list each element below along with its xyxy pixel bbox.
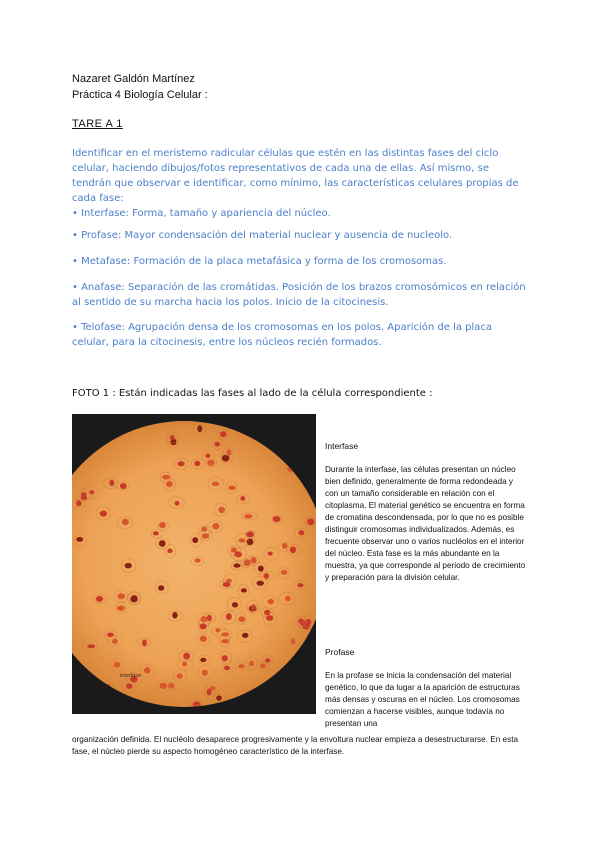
cell-outline [72,681,84,694]
cell-nucleus [162,475,170,480]
cell-nucleus [224,666,230,671]
cell-outline [103,687,116,696]
cell-nucleus [267,552,272,556]
cell-nucleus [182,662,187,667]
cell-nucleus [202,670,208,676]
cell-outline [299,419,310,432]
profase-continuation: organización definida. El nucléolo desaparece progresivamente y la envoltura nuclear empieza a desestructurarse. En esta fase, el núcleo pierde su aspecto homogéneo característico de la interfase. [72,735,519,756]
cell-nucleus [153,531,159,535]
cell-nucleus [241,588,247,592]
cell-nucleus [107,633,114,637]
cell-nucleus [87,644,95,648]
cell-nucleus [167,549,172,554]
cell-nucleus [226,449,231,455]
cell-nucleus [199,623,206,629]
cell-nucleus [289,667,297,674]
cell-nucleus [246,531,254,537]
cell-nucleus [107,690,115,694]
cell-nucleus [298,618,303,623]
cell-nucleus [194,461,200,467]
cell-nucleus [159,683,167,689]
cell-nucleus [212,523,219,529]
cell-nucleus [214,442,220,447]
cell-outline [280,666,296,680]
cell-outline [296,427,307,436]
cell-nucleus [207,689,212,696]
cell-nucleus [207,460,215,466]
task-instructions [72,146,528,221]
cell-nucleus [267,599,274,604]
cell-nucleus [285,596,291,601]
cell-nucleus [96,596,103,602]
cell-nucleus [188,414,196,416]
cell-nucleus [81,492,87,497]
cell-nucleus [117,605,125,610]
cell-outline [184,414,199,421]
cell-nucleus [232,602,238,607]
cell-nucleus [109,480,114,486]
cell-nucleus [142,639,147,646]
cell-nucleus [221,639,229,643]
cell-nucleus [238,664,245,668]
cell-nucleus [177,673,183,678]
cell-nucleus [297,583,303,587]
cell-nucleus [117,593,125,599]
cell-nucleus [72,424,78,430]
cell-nucleus [106,690,111,694]
cell-nucleus [266,615,273,621]
cell-nucleus [220,431,227,437]
cell-outline [269,428,283,441]
cell-nucleus [283,443,288,450]
cell-nucleus [244,514,252,519]
profase-title: Profase [325,647,355,657]
cell-nucleus [76,537,83,542]
cell-nucleus [121,424,129,428]
cell-nucleus [290,546,296,553]
microscope-photo [72,414,316,714]
cell-outline [224,419,240,428]
interfase-title: Interfase [325,441,359,451]
cell-nucleus [202,533,210,538]
cell-nucleus [226,613,232,620]
cell-nucleus [200,636,207,642]
cell-nucleus [244,559,251,566]
cell-outline [91,422,102,433]
cell-nucleus [264,573,270,579]
cell-outline [271,441,282,453]
cell-nucleus [257,581,264,586]
cell-nucleus [242,633,249,638]
cell-nucleus [282,543,288,549]
cell-nucleus [104,684,111,688]
cell-nucleus [238,538,245,542]
cell-nucleus [299,530,305,535]
cell-outline [75,704,88,714]
microscope-image [72,414,316,714]
cell-nucleus [192,537,198,543]
cell-outline [118,420,131,432]
cell-outline [288,665,299,677]
profase-section [325,646,528,730]
cell-nucleus [194,558,200,562]
interfase-description: Durante la interfase, las células presentan un núcleo bien definido, generalmente de forma redondeada y con un tamaño considerable en relación con el citoplasma. El material genético se encuentra en forma de cromatina descondensada, por lo que no es posible distinguir cromosomas individualizados. Además, es frecuente observar uno o varios nucléolos en el interior del núcleo. Esta fase es la más abundante en la muestra, ya que corresponde al periodo de crecimiento y preparación para la división celular. [325,465,526,582]
cell-nucleus [228,485,236,490]
cell-nucleus [120,483,127,489]
cell-outline [102,687,118,699]
cell-nucleus [281,570,288,575]
cell-nucleus [175,501,180,506]
profase-description: En la profase se inicia la condensación del material genético, lo que da lugar a la aparición de estructuras más densas y oscuras en el núcleo. Los cromosomas comienzan a hacerse visibles, aunque todavía no presentan una [325,671,520,728]
cell-nucleus [291,639,296,645]
cell-nucleus [249,661,254,667]
cell-nucleus [273,516,281,522]
cell-nucleus [170,435,175,440]
cell-nucleus [302,423,307,429]
cell-nucleus [182,414,187,417]
interfase-section [325,440,528,584]
cell-nucleus [287,466,294,472]
cell-nucleus [72,687,75,693]
cell-nucleus [177,461,184,466]
cell-outline [279,443,294,451]
cell-nucleus [258,566,264,572]
cell-nucleus [78,706,85,712]
cell-nucleus [238,616,245,622]
task-heading: TARE A 1 [72,118,123,130]
cell-nucleus [125,563,132,568]
photo-title: FOTO 1 : Están indicadas las fases al lado de la célula correspondiente : [72,388,433,399]
cell-nucleus [307,634,314,640]
phase-telofase-item: • Telofase: Agrupación densa de los cromosomas en los polos. Aparición de la placa celular, para la citocinesis, entre los núcleos recién formados. [72,322,493,348]
cell-nucleus [207,615,212,621]
cell-nucleus [228,421,235,427]
cell-nucleus [272,431,278,437]
cell-outline [72,686,78,695]
cell-nucleus [218,507,225,513]
cell-nucleus [240,496,245,501]
cell-nucleus [231,548,237,553]
cell-outline [287,665,301,675]
cell-nucleus [265,442,273,448]
practice-title: Práctica 4 Biología Celular : [72,89,208,101]
cell-nucleus [159,522,166,528]
phase-interfase-item: • Interfase: Forma, tamaño y apariencia del núcleo. [72,208,331,219]
cell-nucleus [212,482,220,486]
cell-nucleus [122,519,129,525]
cell-nucleus [94,426,99,430]
cell-nucleus [197,425,202,432]
cell-nucleus [298,429,303,433]
instructions-text: Identificar en el meristemo radicular células que estén en las distintas fases del ciclo celular, haciendo dibujos/fotos representativos de cada una de ellas. Así mismo, se tendrán que observar e identificar, como mínimo, las características celulares propias de cada fase: [72,148,519,204]
photo-label-interfase: interfase [120,673,142,679]
cell-nucleus [84,682,92,687]
cell-nucleus [291,668,298,674]
cell-nucleus [233,563,240,567]
cell-nucleus [89,490,94,494]
cell-nucleus [130,596,137,603]
cell-nucleus [172,612,178,618]
cell-nucleus [200,658,206,662]
cell-nucleus [168,683,175,688]
cell-outline [79,678,94,689]
cell-nucleus [158,585,164,590]
cell-nucleus [74,686,81,691]
phase-profase-item: • Profase: Mayor condensación del material nuclear y ausencia de nucleolo. [72,230,453,241]
cell-nucleus [292,414,300,417]
cell-outline [72,420,81,434]
cell-nucleus [216,695,222,700]
cell-nucleus [274,444,279,450]
phase-metafase-item: • Metafase: Formación de la placa metafásica y forma de los cromosomas. [72,256,447,267]
cell-nucleus [265,658,270,662]
cell-nucleus [100,511,107,517]
cell-nucleus [285,669,291,675]
cell-nucleus [251,605,256,612]
author-name: Nazaret Galdón Martínez [72,73,195,85]
cell-nucleus [193,710,199,714]
microscope-field [72,421,316,707]
cell-nucleus [205,453,210,457]
cell-outline [180,414,191,419]
cell-nucleus [166,481,173,487]
cell-nucleus [144,667,151,673]
cell-nucleus [223,582,231,587]
cell-nucleus [114,662,120,668]
phase-anafase-item: • Anafase: Separación de las cromátidas. Posición de los brazos cromosómicos en relación al sentido de su marcha hacia los polos. Inicio de la citocinesis. [72,282,526,308]
cell-outline [291,414,302,420]
cell-nucleus [260,664,266,669]
cell-nucleus [159,540,166,547]
cell-nucleus [307,518,314,525]
